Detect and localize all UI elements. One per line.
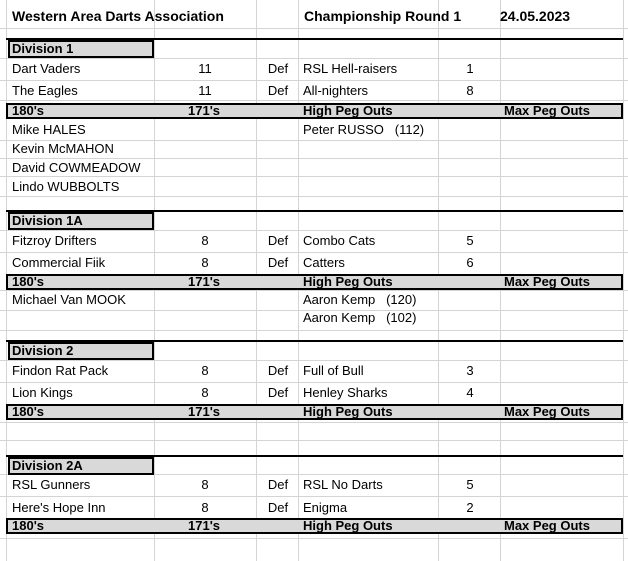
away-score: 6 <box>466 255 474 270</box>
round-title: Championship Round 1 <box>304 8 462 24</box>
away-team: Henley Sharks <box>303 385 388 400</box>
division-label-box <box>8 457 154 475</box>
division-name: Division 2A <box>12 458 83 473</box>
association-title: Western Area Darts Association <box>12 8 224 24</box>
away-score: 3 <box>466 363 474 378</box>
player-180: Michael Van MOOK <box>12 292 126 307</box>
home-score: 11 <box>198 83 212 98</box>
division-name: Division 2 <box>12 343 74 358</box>
away-score: 8 <box>466 83 474 98</box>
division-label-box <box>8 40 154 58</box>
grid-line <box>0 330 628 331</box>
result: Def <box>267 61 289 76</box>
result: Def <box>267 233 289 248</box>
home-team: Findon Rat Pack <box>12 363 109 378</box>
result: Def <box>267 500 289 515</box>
home-score: 8 <box>201 500 209 515</box>
away-score: 5 <box>466 477 474 492</box>
home-score: 8 <box>201 477 209 492</box>
grid-line <box>0 28 628 29</box>
home-team: Fitzroy Drifters <box>12 233 97 248</box>
away-team: Full of Bull <box>303 363 364 378</box>
col-high-peg-outs: High Peg Outs <box>303 404 393 419</box>
grid-line <box>0 538 628 539</box>
player-180: Kevin McMAHON <box>12 141 114 156</box>
col-high-peg-outs: High Peg Outs <box>303 103 393 118</box>
round-date: 24.05.2023 <box>500 8 571 24</box>
result: Def <box>267 83 289 98</box>
away-score: 2 <box>466 500 474 515</box>
grid-line <box>0 496 628 497</box>
away-team: Combo Cats <box>303 233 376 248</box>
home-team: Here's Hope Inn <box>12 500 106 515</box>
division-label-box <box>8 212 154 230</box>
result: Def <box>267 255 289 270</box>
away-team: RSL No Darts <box>303 477 383 492</box>
away-team: Catters <box>303 255 345 270</box>
home-team: Dart Vaders <box>12 61 81 76</box>
division-name: Division 1A <box>12 213 83 228</box>
col-180s: 180's <box>12 518 45 533</box>
home-team: Commercial Fiik <box>12 255 106 270</box>
result: Def <box>267 477 289 492</box>
player-180: Mike HALES <box>12 122 86 137</box>
col-max-peg-outs: Max Peg Outs <box>504 404 590 419</box>
grid-line <box>0 440 628 441</box>
result: Def <box>267 363 289 378</box>
player-180: David COWMEADOW <box>12 160 141 175</box>
away-score: 5 <box>466 233 474 248</box>
away-score: 4 <box>466 385 474 400</box>
high-peg-out: Aaron Kemp (120) <box>303 292 417 307</box>
division-label-box <box>8 342 154 360</box>
home-team: The Eagles <box>12 83 78 98</box>
home-team: Lion Kings <box>12 385 73 400</box>
home-score: 11 <box>198 61 212 76</box>
high-peg-out: Aaron Kemp (102) <box>303 310 417 325</box>
away-score: 1 <box>466 61 474 76</box>
grid-line <box>623 0 624 561</box>
away-team: Enigma <box>303 500 348 515</box>
col-180s: 180's <box>12 103 45 118</box>
away-team: All-nighters <box>303 83 369 98</box>
col-high-peg-outs: High Peg Outs <box>303 518 393 533</box>
home-score: 8 <box>201 363 209 378</box>
col-171s: 171's <box>188 274 221 289</box>
division-name: Division 1 <box>12 41 74 56</box>
col-max-peg-outs: Max Peg Outs <box>504 103 590 118</box>
col-max-peg-outs: Max Peg Outs <box>504 274 590 289</box>
home-team: RSL Gunners <box>12 477 91 492</box>
col-171s: 171's <box>188 404 221 419</box>
col-max-peg-outs: Max Peg Outs <box>504 518 590 533</box>
home-score: 8 <box>201 255 209 270</box>
home-score: 8 <box>201 385 209 400</box>
col-180s: 180's <box>12 274 45 289</box>
grid-line <box>0 422 628 423</box>
col-high-peg-outs: High Peg Outs <box>303 274 393 289</box>
col-171s: 171's <box>188 518 221 533</box>
col-180s: 180's <box>12 404 45 419</box>
player-180: Lindo WUBBOLTS <box>12 179 120 194</box>
result: Def <box>267 385 289 400</box>
home-score: 8 <box>201 233 209 248</box>
col-171s: 171's <box>188 103 221 118</box>
high-peg-out: Peter RUSSO (112) <box>303 122 425 137</box>
away-team: RSL Hell-raisers <box>303 61 398 76</box>
